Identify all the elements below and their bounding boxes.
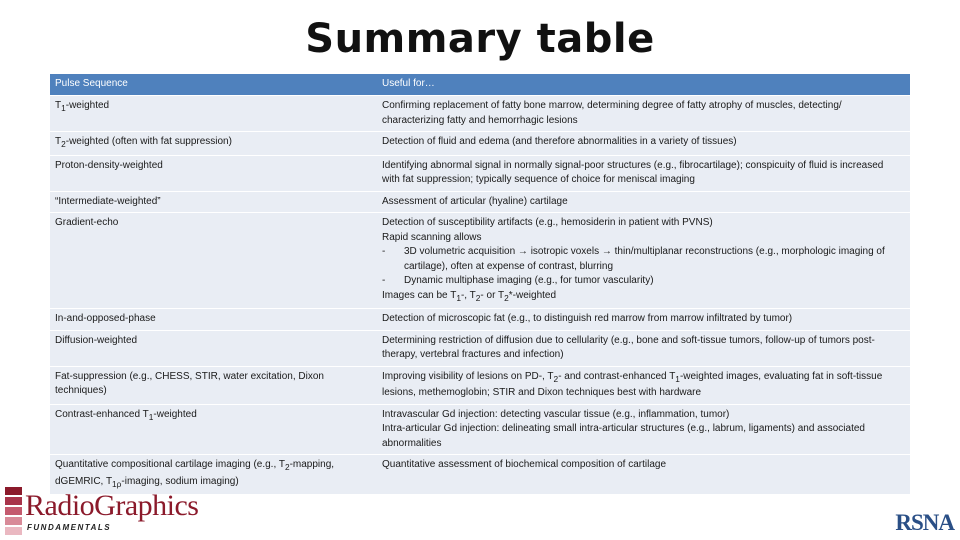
table-row bbox=[50, 331, 910, 366]
table-row bbox=[50, 405, 910, 455]
table-row bbox=[50, 132, 910, 155]
useful-for-cell bbox=[377, 405, 910, 455]
pulse-sequence-cell: Fat-suppression (e.g., CHESS, STIR, water excitation, Dixon techniques) bbox=[50, 367, 377, 404]
table-row bbox=[50, 309, 910, 330]
useful-for-line: Assessment of articular (hyaline) cartilage bbox=[382, 195, 568, 207]
useful-for-line: Detection of fluid and edema (and therefore abnormalities in a variety of tissues) bbox=[382, 136, 737, 147]
useful-for-line: Quantitative assessment of biochemical composition of cartilage bbox=[382, 459, 667, 470]
page-title: Summary table bbox=[305, 16, 655, 62]
useful-for-cell bbox=[377, 213, 910, 308]
useful-for-line: Images can be $T_1-$, $T_2-$ or $T_2*$-weighted bbox=[382, 289, 557, 303]
useful-for-cell bbox=[377, 192, 910, 213]
useful-for-line: Identifying abnormal signal in normally signal-poor structures (e.g., fibrocartilage); conspicuity of fluid is increased with fat suppression; typically sequence of choice for meniscal imaging bbox=[382, 159, 884, 185]
summary-table bbox=[50, 73, 910, 495]
useful-for-line: Determining restriction of diffusion due to cellularity (e.g., bone and soft-tissue tumors, follow-up of tumors post-therapy, vertebral fractures and infection) bbox=[382, 334, 875, 360]
radiographics-subtitle: FUNDAMENTALS bbox=[27, 523, 112, 532]
useful-for-cell bbox=[377, 367, 910, 404]
useful-for-line: Detection of microscopic fat (e.g., to distinguish red marrow from marrow infiltrated by tumor) bbox=[382, 313, 793, 324]
pulse-sequence-cell: Contrast-enhanced $T_1$-weighted bbox=[50, 405, 377, 455]
table-header-row bbox=[50, 74, 910, 95]
pulse-sequence-cell: “Intermediate-weighted” bbox=[50, 192, 377, 213]
useful-for-line: Intravascular Gd injection: detecting vascular tissue (e.g., inflammation, tumor) bbox=[382, 408, 730, 420]
useful-for-cell bbox=[377, 309, 910, 330]
table-row bbox=[50, 192, 910, 213]
pulse-sequence-cell: Gradient-echo bbox=[50, 213, 377, 308]
useful-for-cell bbox=[377, 331, 910, 366]
rsna-logo: RSNA bbox=[895, 510, 954, 535]
pulse-sequence-cell: $T_2$-weighted (often with fat suppression) bbox=[50, 132, 377, 155]
table-row bbox=[50, 367, 910, 404]
useful-for-line: - Dynamic multiphase imaging (e.g., for tumor vascularity) bbox=[382, 275, 654, 286]
useful-for-cell bbox=[377, 156, 910, 191]
radiographics-logo-bars bbox=[5, 487, 22, 537]
radiographics-wordmark: RadioGraphics bbox=[25, 489, 199, 522]
useful-for-cell bbox=[377, 96, 910, 131]
radiographics-logo bbox=[5, 487, 200, 537]
table-row bbox=[50, 156, 910, 191]
useful-for-cell bbox=[377, 132, 910, 155]
useful-for-line: Intra-articular Gd injection: delineating small intra-articular structures (e.g., labrum, ligaments) and associated abnormalities bbox=[382, 423, 865, 449]
useful-for-line: Improving visibility of lesions on PD-, $T_2-$ and contrast-enhanced $T_1$-weighted images, evaluating fat in soft-tissue lesions, methemoglobin; STIR and Dixon techniques best with hardware bbox=[382, 370, 883, 398]
useful-for-line: Rapid scanning allows bbox=[382, 231, 482, 243]
pulse-sequence-cell: Quantitative compositional cartilage imaging (e.g., $T_2$-mapping, dGEMRIC, $T_{1\rho}$-imaging, sodium imaging) bbox=[50, 455, 377, 494]
pulse-sequence-cell: In-and-opposed-phase bbox=[50, 309, 377, 330]
table-row bbox=[50, 213, 910, 308]
useful-for-line: Confirming replacement of fatty bone marrow, determining degree of fatty atrophy of muscles, detecting/ characterizing fatty and hemorrhagic lesions bbox=[382, 100, 842, 126]
useful-for-cell bbox=[377, 455, 910, 494]
header-useful-for: Useful for… bbox=[377, 74, 910, 95]
useful-for-line: Detection of susceptibility artifacts (e.g., hemosiderin in patient with PVNS) bbox=[382, 217, 713, 228]
useful-for-line: - 3D volumetric acquisition → isotropic voxels → thin/multiplanar reconstructions (e.g., morphologic imaging of cartilage), often at expense of contrast, blurring bbox=[382, 246, 885, 272]
pulse-sequence-cell: Diffusion-weighted bbox=[50, 331, 377, 366]
pulse-sequence-cell: Proton-density-weighted bbox=[50, 156, 377, 191]
table-row bbox=[50, 96, 910, 131]
pulse-sequence-cell: $T_1$-weighted bbox=[50, 96, 377, 131]
header-pulse-sequence: Pulse Sequence bbox=[50, 74, 377, 95]
